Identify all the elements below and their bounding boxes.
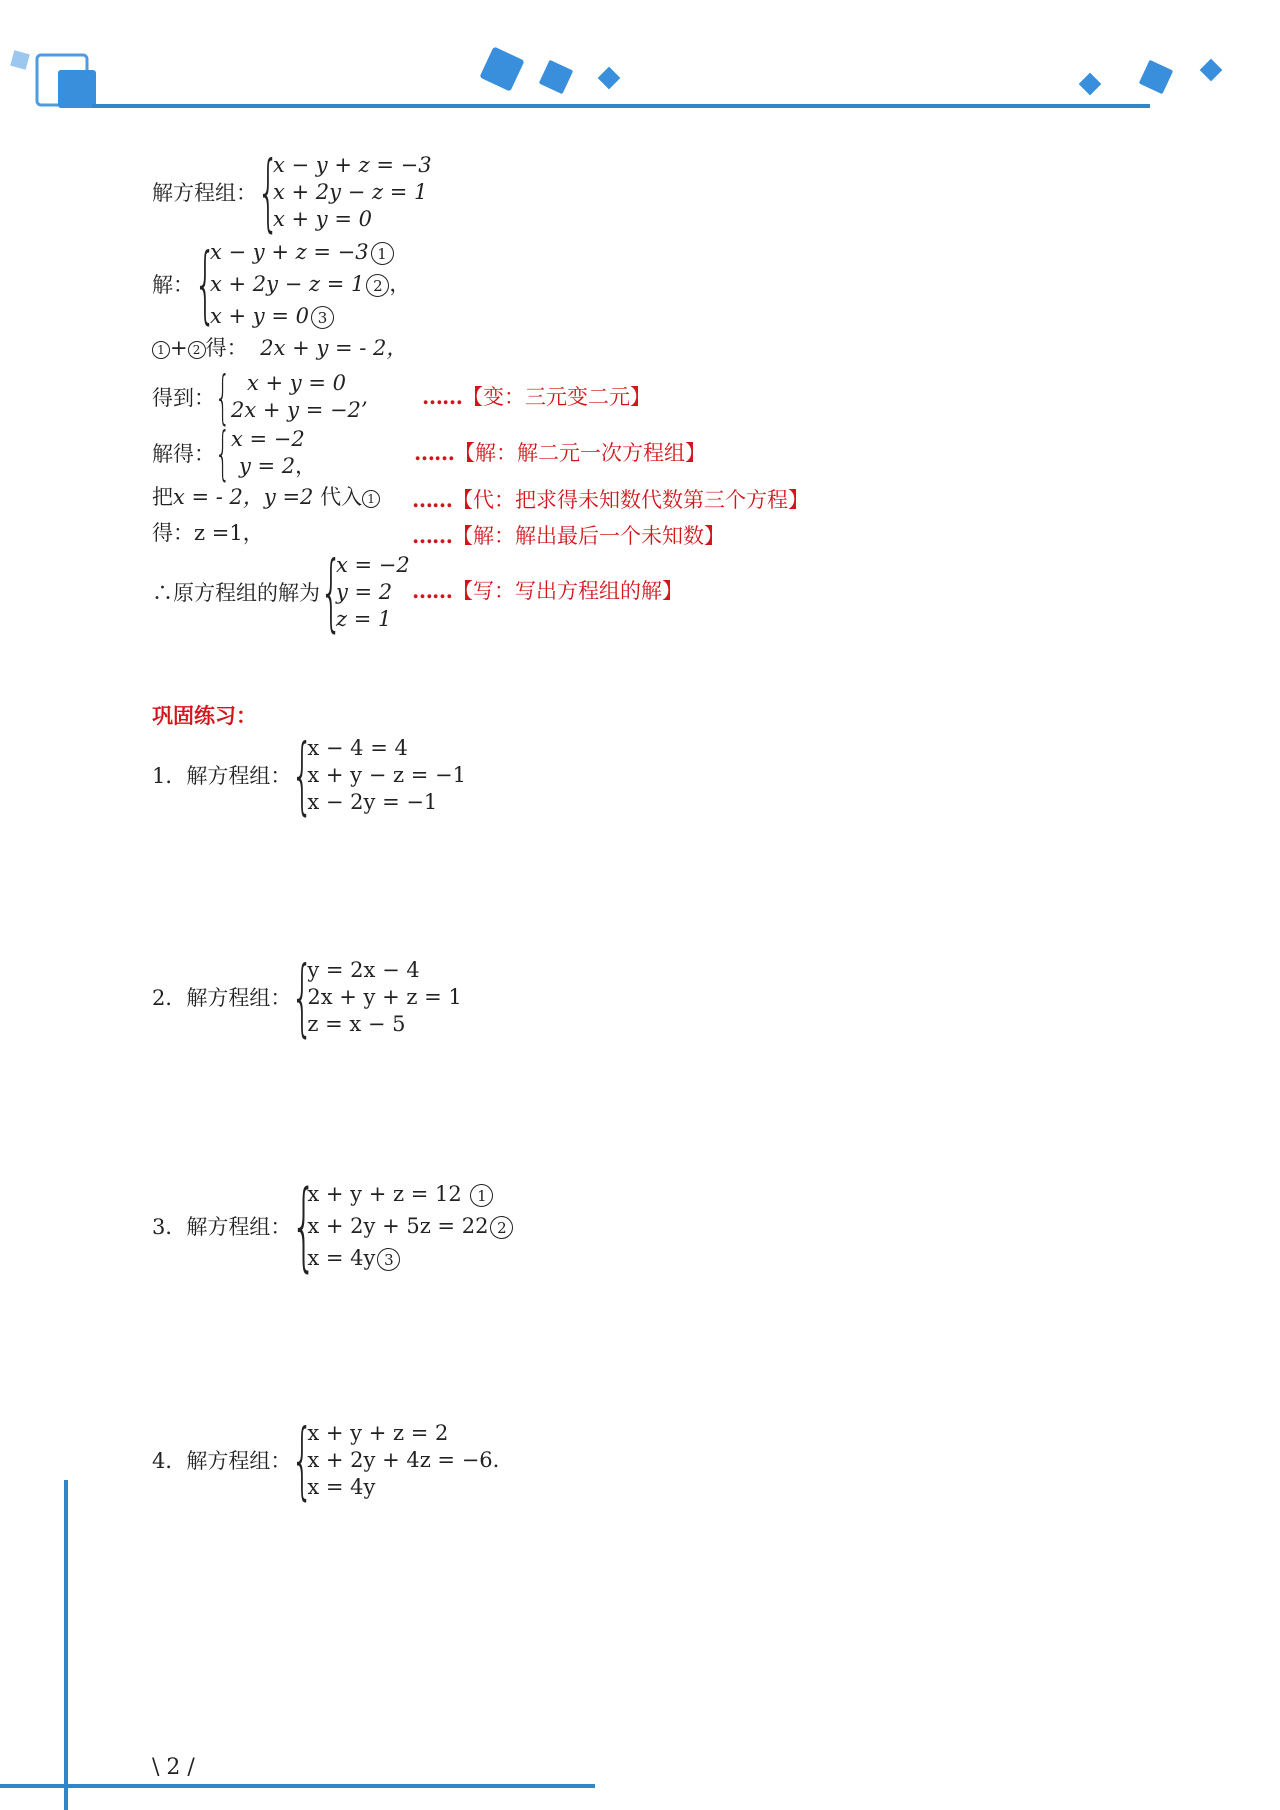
equation: x + 2y + 5z = 22 2	[307, 1210, 513, 1242]
left-brace: {	[291, 726, 314, 824]
diamond-1	[479, 46, 524, 91]
equation-list	[231, 370, 368, 424]
example-label: 解方程组：	[152, 181, 257, 205]
step2-label: 得到：	[152, 386, 215, 410]
problem-label: 4．解方程组：	[152, 1449, 292, 1473]
equation: x + 2y − z = 1 2 ，	[210, 272, 411, 296]
equation: z = 1	[336, 606, 392, 631]
equation: y = 2，	[239, 454, 317, 478]
equation: x + y + z = 2	[307, 1420, 449, 1445]
practice-problem-1	[152, 726, 466, 824]
corner-square-small	[10, 50, 30, 70]
left-brace: {	[320, 543, 343, 641]
numbered-system	[152, 236, 410, 332]
equation-list	[307, 957, 461, 1038]
diamond-3	[598, 67, 621, 90]
practice-problem-2	[152, 948, 462, 1046]
left-brace: {	[194, 235, 217, 333]
equation: y = 2	[336, 579, 393, 604]
equation: x − y + z = −3 1	[210, 236, 410, 268]
problem-label: 1．解方程组：	[152, 764, 292, 788]
equation-list	[210, 236, 410, 332]
equation: 2x + y = −2’	[231, 398, 368, 422]
equation: x + 2y + 4z = −6.	[307, 1447, 500, 1472]
equation: x + 2y − z = 1	[273, 179, 428, 204]
equation-list	[336, 552, 410, 633]
equation: z = x − 5	[307, 1011, 406, 1036]
equation-list	[307, 1178, 513, 1274]
equation: x − 2y = −1	[307, 789, 438, 814]
step3-note: ……【解：解二元一次方程组】	[414, 440, 706, 465]
equation: x + y − z = −1	[307, 762, 466, 787]
equation: x − y + z = −3	[273, 152, 432, 177]
equation: x = −2	[231, 427, 305, 451]
solve-label: 解：	[152, 273, 194, 297]
equation: x + y + z = 12 1	[307, 1178, 513, 1210]
equation: x = 4y	[307, 1474, 376, 1499]
problem-label: 2．解方程组：	[152, 986, 292, 1010]
practice-problem-4	[152, 1411, 500, 1509]
left-brace: {	[291, 1170, 318, 1282]
problem-label: 3．解方程组：	[152, 1215, 292, 1239]
equation-list	[231, 426, 316, 480]
equation: x = −2	[336, 552, 410, 577]
result-system	[152, 543, 410, 641]
equation-list	[307, 735, 466, 816]
equation: x = 4y 3	[307, 1242, 513, 1274]
left-brace: {	[215, 363, 231, 431]
left-brace: {	[215, 419, 231, 487]
step2-note: ……【变：三元变二元】	[422, 384, 651, 409]
diamond-4	[1079, 73, 1102, 96]
step1-line: 1 + 2 得： 2x + y = - 2，	[152, 335, 407, 361]
equation: x + y = 0 3	[210, 300, 410, 332]
header-decoration	[0, 0, 1280, 120]
equation: x + y = 0	[273, 206, 372, 231]
step5-note: ……【解：解出最后一个未知数】	[412, 523, 725, 548]
equation: x − 4 = 4	[307, 735, 408, 760]
step2-system	[152, 363, 368, 431]
step4-note: ……【代：把求得未知数代数第三个方程】	[412, 487, 809, 512]
equation-list	[307, 1420, 499, 1501]
result-label: ∴原方程组的解为	[152, 581, 320, 605]
left-brace: {	[291, 948, 314, 1046]
equation: 2x + y + z = 1	[307, 984, 462, 1009]
step3-label: 解得：	[152, 442, 215, 466]
diamond-5	[1139, 60, 1174, 95]
step3-system	[152, 419, 317, 487]
diamond-6	[1200, 59, 1223, 82]
left-brace: {	[291, 1411, 314, 1509]
equation: y = 2x − 4	[307, 957, 420, 982]
diamond-2	[539, 60, 574, 95]
example-system	[152, 143, 432, 241]
step5-line: 得：z =1，	[152, 521, 264, 545]
equation-list	[273, 152, 432, 233]
equation: x + y = 0	[247, 371, 346, 395]
corner-square-filled	[58, 70, 96, 108]
page-number: \ 2 /	[152, 1755, 195, 1780]
practice-problem-3	[152, 1170, 513, 1282]
result-note: ……【写：写出方程组的解】	[412, 578, 683, 603]
practice-heading: 巩固练习：	[152, 703, 257, 728]
step4-line: 把x = - 2，y =2 代入 1	[152, 484, 380, 510]
left-brace: {	[257, 143, 280, 241]
